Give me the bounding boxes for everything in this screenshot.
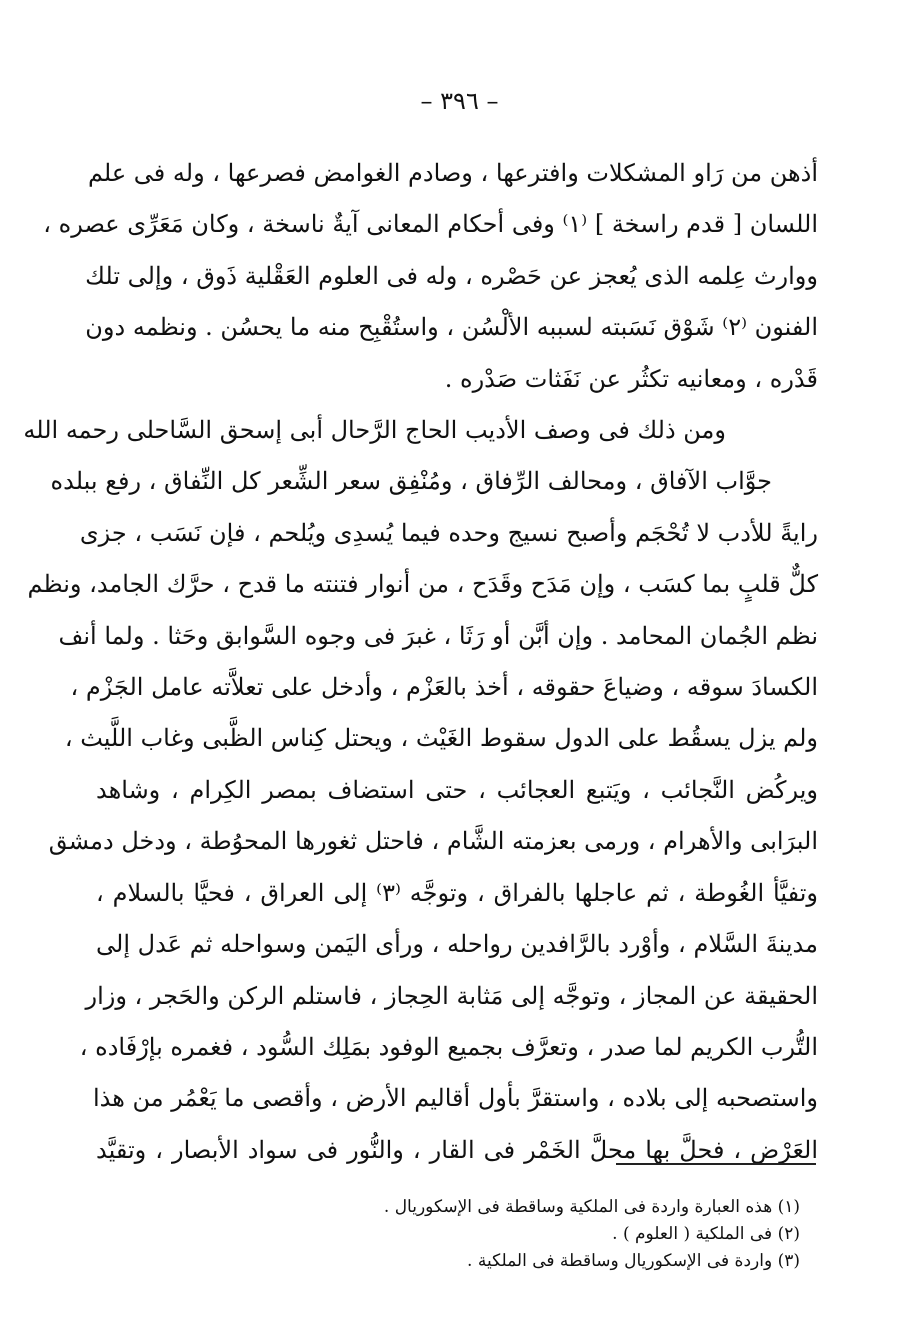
text-line: نظم الجُمان المحامد . وإن أبَّن أو رَثَا ، غبرَ فى وجوه السَّوابق وحَثا . ولما أنف	[58, 621, 818, 650]
page-number: – ٣٩٦ –	[420, 87, 499, 115]
text-line: الحقيقة عن المجاز ، وتوجَّه إلى مَثابة الحِجاز ، فاستلم الركن والحَجر ، وزار	[85, 981, 818, 1010]
footnote-divider	[616, 1163, 816, 1165]
text-line: الكسادَ سوقه ، وضياعَ حقوقه ، أخذ بالعَزْم ، وأدخل على تعلاَّته عامل الجَزْم ،	[70, 673, 818, 702]
footnote-1: (١) هذه العبارة واردة فى الملكية وساقطة فى الإسكوريال .	[383, 1197, 800, 1217]
text-line: واستصحبه إلى بلاده ، واستقرَّ بأول أقاليم الأرض ، وأقصى ما يَعْمُر من هذا	[92, 1084, 818, 1113]
text-line: وتفيَّأ الغُوطة ، ثم عاجلها بالفراق ، وتوجَّه ⁽٣⁾ إلى العراق ، فحيَّا بالسلام ،	[96, 878, 818, 907]
text-line: ولم يزل يسقُط على الدول سقوط الغَيْث ، ويحتل كِناس الظَّبى وغاب اللَّيث ،	[64, 724, 818, 753]
text-line: كلٌّ قلبٍ بما كسَب ، وإن مَدَح وقَدَح ، من أنوار فتنته ما قدح ، حرَّك الجامد، ونظم	[27, 570, 818, 599]
text-line: أذهن من رَاو المشكلات وافترعها ، وصادم الغوامض فصرعها ، وله فى علم	[87, 159, 818, 187]
footnotes	[200, 1194, 800, 1275]
paragraph-3	[27, 456, 818, 1176]
text-line: ويركُض النَّجائب ، ويَتبع العجائب ، حتى استضاف بمصر الكِرام ، وشاهد	[96, 775, 818, 804]
text-line: التُّرب الكريم لما صدر ، وتعرَّف بجميع الوفود بمَلِك السُّود ، فغمره بإرْفَاده ،	[79, 1032, 818, 1061]
paragraph-1	[43, 148, 818, 405]
text-line: ومن ذلك فى وصف الأديب الحاج الرَّحال أبى إسحق السَّاحلى رحمه الله	[23, 416, 726, 445]
footnote-3: (٣) واردة فى الإسكوريال وساقطة فى الملكية .	[467, 1251, 800, 1271]
text-line: مدينةَ السَّلام ، وأوْرد بالرَّافدين رواحله ، ورأى اليَمن وسواحله ثم عَدل إلى	[96, 930, 818, 959]
text-line: رايةً للأدب لا تُحْجَم وأصبح نسيج وحده فيما يُسدِى ويُلحم ، فإن نَسَب ، جزى	[79, 518, 818, 547]
text-line: جوَّاب الآفاق ، ومحالف الرِّفاق ، ومُنْفِق سعر الشِّعر كل النِّفاق ، رفع ببلده	[50, 467, 772, 496]
paragraph-2-heading	[23, 405, 818, 456]
text-line: ووارث عِلمه الذى يُعجز عن حَصْره ، وله فى العلوم العَقْلية ذَوق ، وإلى تلك	[85, 261, 818, 290]
text-line: اللسان [ قدم راسخة ] ⁽١⁾ وفى أحكام المعانى آيةٌ ناسخة ، وكان مَعَرِّى عصره ،	[43, 210, 818, 239]
text-line: الفنون ⁽٢⁾ شَوْق نَسَبته لسببه الألْسُن ، واستُقْبِح منه ما يحسُن . ونظمه دون	[85, 313, 818, 342]
text-line: العَرْض ، فحلَّ بها محلَّ الخَمْر فى القار ، والنُّور فى سواد الأبصار ، وتقيَّد	[96, 1135, 818, 1164]
footnote-2: (٢) فى الملكية ( العلوم ) .	[612, 1224, 800, 1244]
text-line: قَدْره ، ومعانيه تكثُر عن نَفَثات صَدْره .	[444, 364, 818, 393]
text-line: البرَابى والأهرام ، ورمى بعزمته الشَّام ، فاحتل ثغورها المحوُطة ، ودخل دمشق	[48, 827, 818, 856]
main-text	[23, 148, 818, 1176]
